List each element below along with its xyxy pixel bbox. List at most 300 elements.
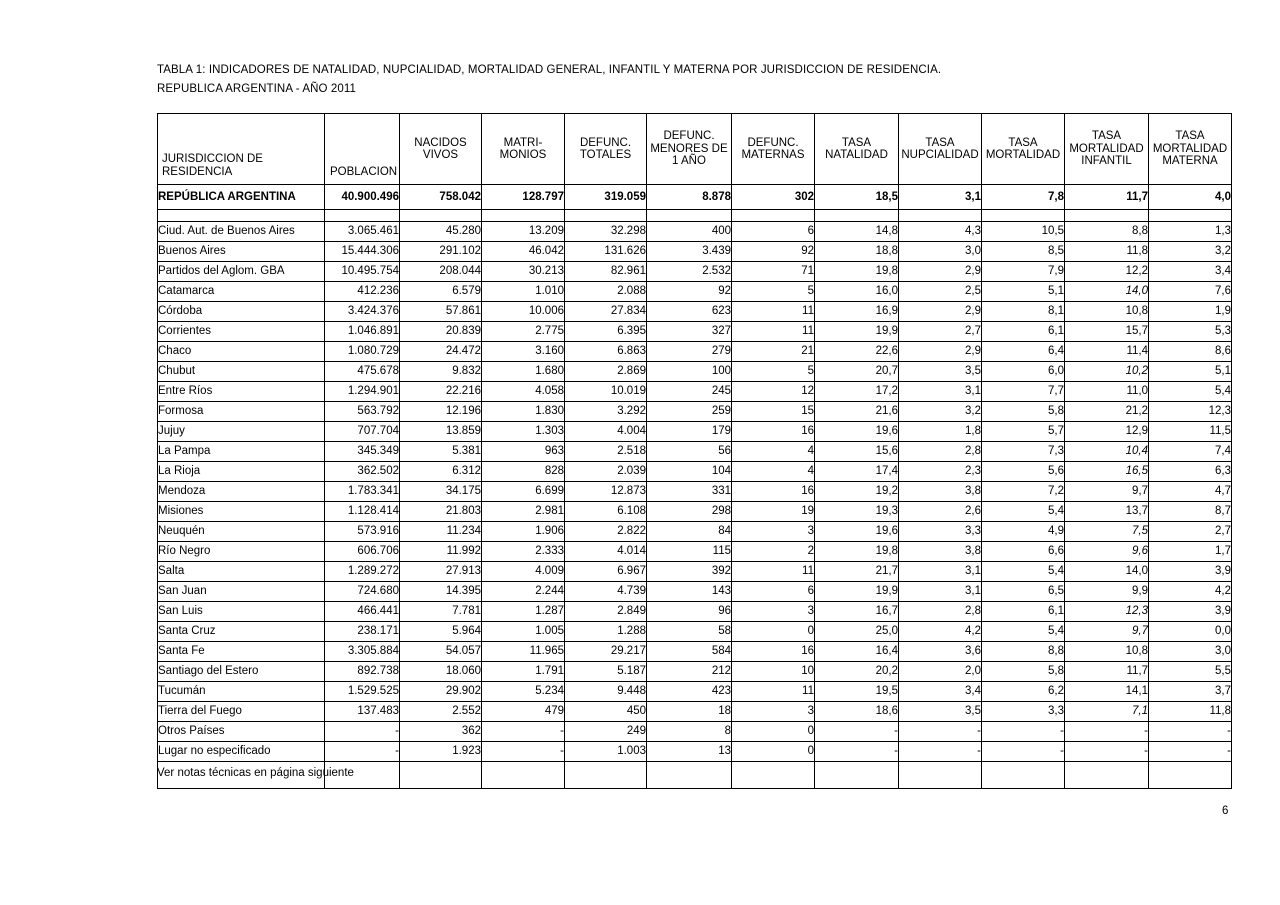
row-value: 2.518: [565, 442, 647, 462]
row-value: 2.849: [565, 602, 647, 622]
row-value: 3,5: [899, 702, 982, 722]
row-value: 3,1: [899, 562, 982, 582]
row-label: Neuquén: [158, 522, 325, 542]
row-value: 0: [732, 722, 815, 742]
row-value: 4,7: [1149, 482, 1232, 502]
row-value: 8,8: [982, 642, 1065, 662]
row-value: 14,0: [1065, 282, 1149, 302]
row-value: 2,7: [1149, 522, 1232, 542]
row-value: 0: [732, 742, 815, 762]
row-value: 2,0: [899, 662, 982, 682]
row-value: 1.303: [482, 422, 565, 442]
row-value: 3: [732, 522, 815, 542]
row-value: 6,2: [982, 682, 1065, 702]
row-value: 1.003: [565, 742, 647, 762]
row-value: 21: [732, 342, 815, 362]
row-value: 3,8: [899, 542, 982, 562]
row-value: -: [815, 742, 899, 762]
row-value: 5,4: [982, 622, 1065, 642]
header-tasa-nupcialidad: TASA NUPCIALIDAD: [899, 114, 982, 185]
row-value: 331: [647, 482, 732, 502]
spacer-cell: [1065, 210, 1149, 222]
row-value: 14.395: [400, 582, 482, 602]
tail-cell: [982, 762, 1065, 789]
row-value: 179: [647, 422, 732, 442]
header-defunc-totales: DEFUNC. TOTALES: [565, 114, 647, 185]
row-value: 2,9: [899, 262, 982, 282]
row-value: 12.873: [565, 482, 647, 502]
table-row: [158, 382, 1232, 402]
row-value: -: [1149, 722, 1232, 742]
row-value: 15.444.306: [325, 242, 400, 262]
spacer-cell: [482, 210, 565, 222]
table-row: [158, 622, 1232, 642]
spacer-cell: [982, 210, 1065, 222]
row-value: 1.906: [482, 522, 565, 542]
row-value: -: [1149, 742, 1232, 762]
row-value: 11,0: [1065, 382, 1149, 402]
row-value: 8,8: [1065, 222, 1149, 242]
row-value: 21,7: [815, 562, 899, 582]
row-value: 82.961: [565, 262, 647, 282]
row-label: La Pampa: [158, 442, 325, 462]
row-value: 1.005: [482, 622, 565, 642]
row-value: 11: [732, 302, 815, 322]
row-value: 9,6: [1065, 542, 1149, 562]
row-value: 2.039: [565, 462, 647, 482]
row-value: 3,0: [899, 242, 982, 262]
table-row: [158, 662, 1232, 682]
row-value: 5,8: [982, 662, 1065, 682]
row-value: 19,3: [815, 502, 899, 522]
header-tasa-mortalidad-infantil: TASA MORTALIDAD INFANTIL: [1065, 114, 1149, 185]
row-value: 24.472: [400, 342, 482, 362]
row-value: 25,0: [815, 622, 899, 642]
row-value: 11,8: [1149, 702, 1232, 722]
row-value: 2,6: [899, 502, 982, 522]
row-value: 9.448: [565, 682, 647, 702]
row-value: 18.060: [400, 662, 482, 682]
table-row: [158, 242, 1232, 262]
row-value: 16: [732, 642, 815, 662]
footnote: Ver notas técnicas en página siguiente: [157, 767, 354, 779]
row-value: 362.502: [325, 462, 400, 482]
row-value: 9,7: [1065, 482, 1149, 502]
table-title: [157, 61, 1237, 99]
row-value: 14,0: [1065, 562, 1149, 582]
spacer-cell: [158, 210, 325, 222]
row-value: 5,4: [982, 502, 1065, 522]
row-value: 0: [732, 622, 815, 642]
row-label: Tierra del Fuego: [158, 702, 325, 722]
row-value: -: [1065, 722, 1149, 742]
row-value: 6,0: [982, 362, 1065, 382]
row-value: -: [1065, 742, 1149, 762]
row-value: 13.859: [400, 422, 482, 442]
row-value: 10: [732, 662, 815, 682]
table-row: [158, 502, 1232, 522]
row-value: 1.783.341: [325, 482, 400, 502]
row-label: Misiones: [158, 502, 325, 522]
table-row: [158, 742, 1232, 762]
row-value: 15: [732, 402, 815, 422]
row-value: 606.706: [325, 542, 400, 562]
row-value: 9,9: [1065, 582, 1149, 602]
row-value: 6: [732, 582, 815, 602]
row-value: 46.042: [482, 242, 565, 262]
row-value: 3.439: [647, 242, 732, 262]
row-value: 18,8: [815, 242, 899, 262]
row-label: Salta: [158, 562, 325, 582]
header-poblacion: POBLACION: [325, 114, 400, 185]
row-value: 279: [647, 342, 732, 362]
row-value: 4,0: [1149, 185, 1232, 210]
row-value: 92: [732, 242, 815, 262]
row-value: 21,6: [815, 402, 899, 422]
row-value: 3,4: [899, 682, 982, 702]
row-value: 5,4: [982, 562, 1065, 582]
row-value: 21.803: [400, 502, 482, 522]
row-value: 623: [647, 302, 732, 322]
row-value: 137.483: [325, 702, 400, 722]
row-value: 345.349: [325, 442, 400, 462]
row-value: 12,2: [1065, 262, 1149, 282]
row-value: 13.209: [482, 222, 565, 242]
row-value: 298: [647, 502, 732, 522]
row-value: 18,6: [815, 702, 899, 722]
row-value: 29.902: [400, 682, 482, 702]
row-value: 1.080.729: [325, 342, 400, 362]
row-label: Entre Ríos: [158, 382, 325, 402]
row-value: 19,8: [815, 542, 899, 562]
row-value: 11: [732, 682, 815, 702]
row-label: Córdoba: [158, 302, 325, 322]
row-value: 8,5: [982, 242, 1065, 262]
table-row: [158, 462, 1232, 482]
row-value: 18,5: [815, 185, 899, 210]
table-row: [158, 402, 1232, 422]
row-value: 1.529.525: [325, 682, 400, 702]
row-value: 19,5: [815, 682, 899, 702]
row-value: 6,3: [1149, 462, 1232, 482]
row-label: La Rioja: [158, 462, 325, 482]
table-row: [158, 342, 1232, 362]
row-value: -: [815, 722, 899, 742]
row-value: 2.552: [400, 702, 482, 722]
row-label: Partidos del Aglom. GBA: [158, 262, 325, 282]
row-value: 11.234: [400, 522, 482, 542]
row-value: 22,6: [815, 342, 899, 362]
row-value: -: [482, 722, 565, 742]
row-label: Mendoza: [158, 482, 325, 502]
table-row: [158, 522, 1232, 542]
row-value: 400: [647, 222, 732, 242]
spacer-cell: [815, 210, 899, 222]
row-value: 5,7: [982, 422, 1065, 442]
row-value: 10,8: [1065, 642, 1149, 662]
row-value: 3,1: [899, 582, 982, 602]
row-value: 423: [647, 682, 732, 702]
row-value: 19,6: [815, 422, 899, 442]
row-value: 2.088: [565, 282, 647, 302]
table-row: [158, 602, 1232, 622]
row-label: San Juan: [158, 582, 325, 602]
row-value: 40.900.496: [325, 185, 400, 210]
row-value: -: [982, 742, 1065, 762]
row-value: 3,1: [899, 185, 982, 210]
row-value: 3,2: [899, 402, 982, 422]
row-value: 15,6: [815, 442, 899, 462]
row-value: 1,8: [899, 422, 982, 442]
spacer-cell: [647, 210, 732, 222]
tail-cell: [815, 762, 899, 789]
row-value: 291.102: [400, 242, 482, 262]
row-value: 2,9: [899, 302, 982, 322]
row-value: 5.381: [400, 442, 482, 462]
row-value: 1.680: [482, 362, 565, 382]
row-label: Chaco: [158, 342, 325, 362]
row-value: 10.019: [565, 382, 647, 402]
header-jurisdiccion: JURISDICCION DE RESIDENCIA: [158, 114, 325, 185]
row-value: 143: [647, 582, 732, 602]
row-value: 128.797: [482, 185, 565, 210]
row-value: 450: [565, 702, 647, 722]
spacer-cell: [899, 210, 982, 222]
row-value: 3,4: [1149, 262, 1232, 282]
row-value: 3,9: [1149, 602, 1232, 622]
row-value: 3,2: [1149, 242, 1232, 262]
row-value: 208.044: [400, 262, 482, 282]
row-value: 6.699: [482, 482, 565, 502]
row-value: -: [899, 722, 982, 742]
header-nacidos-vivos: NACIDOS VIVOS: [400, 114, 482, 185]
row-value: 115: [647, 542, 732, 562]
row-value: 3,5: [899, 362, 982, 382]
row-value: -: [899, 742, 982, 762]
row-value: 7,4: [1149, 442, 1232, 462]
row-value: 57.861: [400, 302, 482, 322]
row-label: Ciud. Aut. de Buenos Aires: [158, 222, 325, 242]
row-label: Santa Fe: [158, 642, 325, 662]
row-value: 4.009: [482, 562, 565, 582]
row-value: 16,7: [815, 602, 899, 622]
row-value: 0,0: [1149, 622, 1232, 642]
row-label: Catamarca: [158, 282, 325, 302]
row-value: 6.579: [400, 282, 482, 302]
row-value: 584: [647, 642, 732, 662]
row-value: 1,7: [1149, 542, 1232, 562]
table-header: [158, 114, 1232, 185]
row-value: 1.923: [400, 742, 482, 762]
row-value: 475.678: [325, 362, 400, 382]
row-value: 10,8: [1065, 302, 1149, 322]
row-value: 479: [482, 702, 565, 722]
row-value: 5: [732, 362, 815, 382]
row-value: 11,7: [1065, 185, 1149, 210]
row-value: 3.065.461: [325, 222, 400, 242]
row-value: 21,2: [1065, 402, 1149, 422]
page-number: 6: [1222, 805, 1229, 817]
row-value: 362: [400, 722, 482, 742]
row-label: Formosa: [158, 402, 325, 422]
row-value: 14,1: [1065, 682, 1149, 702]
row-value: 563.792: [325, 402, 400, 422]
row-value: 10.495.754: [325, 262, 400, 282]
row-label: Lugar no especificado: [158, 742, 325, 762]
row-value: 1.289.272: [325, 562, 400, 582]
table-row: [158, 562, 1232, 582]
row-value: 16,0: [815, 282, 899, 302]
header-tasa-mortalidad-materna: TASA MORTALIDAD MATERNA: [1149, 114, 1232, 185]
row-value: 5,3: [1149, 322, 1232, 342]
row-value: 11: [732, 562, 815, 582]
row-value: 2.532: [647, 262, 732, 282]
row-value: 4.014: [565, 542, 647, 562]
row-value: 249: [565, 722, 647, 742]
row-value: 11: [732, 322, 815, 342]
row-value: 19,9: [815, 582, 899, 602]
row-value: 7.781: [400, 602, 482, 622]
row-value: 7,3: [982, 442, 1065, 462]
row-value: 22.216: [400, 382, 482, 402]
row-value: 6,6: [982, 542, 1065, 562]
table-row: [158, 482, 1232, 502]
row-value: 3: [732, 602, 815, 622]
row-value: 84: [647, 522, 732, 542]
row-value: 4,3: [899, 222, 982, 242]
row-value: 7,9: [982, 262, 1065, 282]
row-label: Otros Países: [158, 722, 325, 742]
row-value: -: [982, 722, 1065, 742]
table-row: [158, 542, 1232, 562]
spacer-cell: [732, 210, 815, 222]
row-value: -: [325, 722, 400, 742]
row-label: Tucumán: [158, 682, 325, 702]
row-value: 2.775: [482, 322, 565, 342]
row-value: 319.059: [565, 185, 647, 210]
row-value: 2.822: [565, 522, 647, 542]
header-tasa-natalidad: TASA NATALIDAD: [815, 114, 899, 185]
row-value: 2.981: [482, 502, 565, 522]
row-value: 8: [647, 722, 732, 742]
row-value: 32.298: [565, 222, 647, 242]
row-value: 828: [482, 462, 565, 482]
table-row: [158, 702, 1232, 722]
row-value: 100: [647, 362, 732, 382]
row-value: 6.967: [565, 562, 647, 582]
row-value: 14,8: [815, 222, 899, 242]
row-label: Buenos Aires: [158, 242, 325, 262]
row-value: 238.171: [325, 622, 400, 642]
row-label: Santa Cruz: [158, 622, 325, 642]
row-value: 11.992: [400, 542, 482, 562]
row-value: 16,9: [815, 302, 899, 322]
row-value: 6,4: [982, 342, 1065, 362]
row-value: 19: [732, 502, 815, 522]
row-value: 7,7: [982, 382, 1065, 402]
row-value: 7,2: [982, 482, 1065, 502]
row-value: -: [482, 742, 565, 762]
row-value: 1.830: [482, 402, 565, 422]
spacer-cell: [400, 210, 482, 222]
row-value: 3,9: [1149, 562, 1232, 582]
row-value: 5,4: [1149, 382, 1232, 402]
row-value: 12: [732, 382, 815, 402]
row-value: 4,2: [899, 622, 982, 642]
row-value: 19,2: [815, 482, 899, 502]
tail-cell: [1149, 762, 1232, 789]
row-value: 3,0: [1149, 642, 1232, 662]
row-value: 302: [732, 185, 815, 210]
row-value: 17,2: [815, 382, 899, 402]
row-value: 54.057: [400, 642, 482, 662]
row-value: 2,9: [899, 342, 982, 362]
row-value: 27.834: [565, 302, 647, 322]
row-value: 11,8: [1065, 242, 1149, 262]
row-label: REPÚBLICA ARGENTINA: [158, 185, 325, 210]
row-value: 4,9: [982, 522, 1065, 542]
row-value: 8,1: [982, 302, 1065, 322]
row-value: 573.916: [325, 522, 400, 542]
row-value: 6.395: [565, 322, 647, 342]
row-value: 19,6: [815, 522, 899, 542]
row-value: 5.234: [482, 682, 565, 702]
row-value: 2,8: [899, 602, 982, 622]
spacer-cell: [325, 210, 400, 222]
row-value: 3,6: [899, 642, 982, 662]
row-value: 45.280: [400, 222, 482, 242]
row-value: 131.626: [565, 242, 647, 262]
row-value: 11,7: [1065, 662, 1149, 682]
row-value: 5: [732, 282, 815, 302]
row-value: 18: [647, 702, 732, 722]
row-value: 4: [732, 462, 815, 482]
row-value: 3.160: [482, 342, 565, 362]
row-value: 104: [647, 462, 732, 482]
row-value: 4,2: [1149, 582, 1232, 602]
spacer-cell: [1149, 210, 1232, 222]
row-value: 16,4: [815, 642, 899, 662]
row-value: 6.108: [565, 502, 647, 522]
row-value: 30.213: [482, 262, 565, 282]
table-row: [158, 262, 1232, 282]
row-value: 6,1: [982, 322, 1065, 342]
row-value: 12,3: [1149, 402, 1232, 422]
table-row-total: [158, 185, 1232, 210]
row-value: 16: [732, 482, 815, 502]
row-value: 8,6: [1149, 342, 1232, 362]
table-row: [158, 282, 1232, 302]
row-value: 327: [647, 322, 732, 342]
tail-cell: [482, 762, 565, 789]
title-line-2: REPUBLICA ARGENTINA - AÑO 2011: [157, 83, 356, 95]
row-value: 3,3: [982, 702, 1065, 722]
row-value: 7,8: [982, 185, 1065, 210]
row-value: 11,5: [1149, 422, 1232, 442]
row-value: 11,4: [1065, 342, 1149, 362]
row-value: 1.288: [565, 622, 647, 642]
row-value: 4.004: [565, 422, 647, 442]
row-value: 4.739: [565, 582, 647, 602]
row-value: 2.333: [482, 542, 565, 562]
row-value: 707.704: [325, 422, 400, 442]
row-value: 6: [732, 222, 815, 242]
row-value: 27.913: [400, 562, 482, 582]
row-value: 17,4: [815, 462, 899, 482]
row-value: 19,9: [815, 322, 899, 342]
table-row: [158, 222, 1232, 242]
row-value: 20,2: [815, 662, 899, 682]
